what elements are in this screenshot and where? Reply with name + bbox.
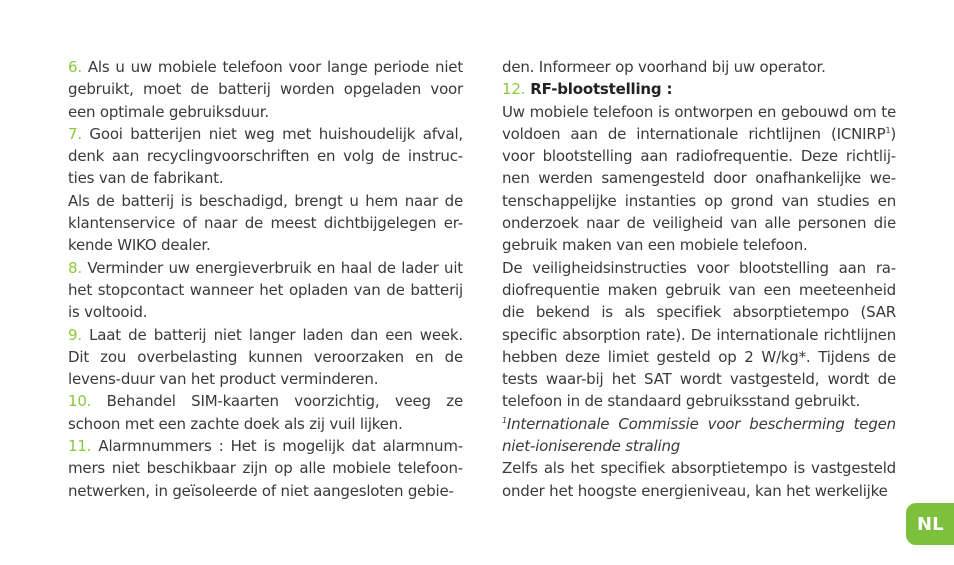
item-number: 10.: [68, 392, 92, 411]
paragraph-sar: De veiligheidsinstructies voor blootstelling aan ra-diofrequentie maken gebruik van een meeteenheid die bekend is als specifiek absorptietempo (SAR specific absorption rate). De internationale richtlijnen hebben deze limiet gesteld op 2 W/kg*. Tijdens de tests waar-bij het SAT wordt vastgesteld, wordt de telefoon in de standaard gebruiksstand gebruikt.: [502, 258, 896, 411]
item-number: 9.: [68, 325, 82, 344]
left-column: [68, 56, 463, 502]
continuation-text: den. Informeer op voorhand bij uw operator.: [502, 58, 826, 76]
paragraph-11: [68, 435, 463, 502]
language-tab: [906, 503, 954, 545]
paragraph-9: [68, 324, 463, 391]
paragraph-text: Als u uw mobiele telefoon voor lange periode niet gebruikt, moet de batterij worden opgeladen voor een optimale gebruiksduur.: [68, 58, 463, 121]
paragraph-text: Behandel SIM-kaarten voorzichtig, veeg ze schoon met een zachte doek als zij vuil lijken.: [68, 392, 463, 433]
right-column: [502, 56, 896, 502]
paragraph-text: Laat de batterij niet langer laden dan een week. Dit zou overbelasting kunnen veroorzaken en de levens-duur van het product verminderen.: [68, 325, 463, 389]
paragraph-6: [68, 56, 463, 123]
paragraph-text: Alarmnummers : Het is mogelijk dat alarmnum-mers niet beschikbaar zijn op alle mobiele telefoon-netwerken, in geïsoleerde of niet aangesloten gebie-: [68, 437, 463, 500]
paragraph-10: [68, 390, 463, 435]
paragraph-text: Gooi batterijen niet weg met huishoudelijk afval, denk aan recyclingvoorschriften en volg de instruc-ties van de fabrikant.: [68, 124, 463, 188]
item-number: 6.: [68, 58, 82, 76]
heading-text: RF-blootstelling :: [525, 80, 673, 99]
paragraph-text: Als de batterij is beschadigd, brengt u hem naar de klantenservice of naar de meest dichtbijgelegen er-kende WIKO dealer.: [68, 191, 463, 255]
item-number: 7.: [68, 124, 82, 143]
paragraph-text: Uw mobiele telefoon is ontworpen en gebouwd om te voldoen aan de internationale richtlijnen (ICNIRP: [502, 102, 896, 143]
paragraph-7: [68, 123, 463, 190]
item-number: 8.: [68, 258, 82, 277]
footnote-marker: 1: [502, 415, 507, 425]
paragraph-text: ) voor blootstelling aan radiofrequentie. Deze richtlij-nen werden samengesteld door onafhankelijke we-tenschappelijke instanties op grond van studies en onderzoek naar de veiligheid van alle personen die gebruik maken van een mobiele telefoon.: [502, 124, 896, 255]
section-heading: [502, 78, 896, 100]
footnote-marker: 1: [885, 125, 891, 135]
paragraph-8: [68, 257, 463, 324]
language-label: NL: [917, 513, 944, 535]
footnote: [502, 413, 896, 458]
item-number: 11.: [68, 437, 92, 456]
paragraph-battery-damaged: [68, 190, 463, 257]
footnote-text: Internationale Commissie voor bescherming tegen niet-ioniserende straling: [502, 414, 896, 456]
paragraph-rf-intro: [502, 101, 896, 257]
heading-number: 12.: [502, 80, 526, 99]
paragraph-sar-level: Zelfs als het specifiek absorptietempo is vastgesteld onder het hoogste energieniveau, kan het werkelijke: [502, 459, 896, 500]
paragraph-text: Verminder uw energieverbruik en haal de lader uit het stopcontact wanneer het opladen van de batterij is voltooid.: [68, 258, 463, 322]
